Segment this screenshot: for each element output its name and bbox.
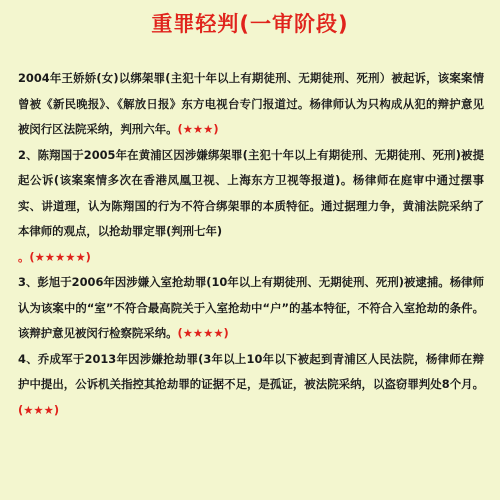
case-item-3: [18, 270, 484, 347]
rating-stars: (★★★): [18, 402, 60, 417]
case-item-1: [18, 66, 484, 143]
case-text: 2、陈翔国于2005年在黄浦区因涉嫌绑架罪(主犯十年以上有期徒刑、无期徒刑、死刑)被提起公诉(该案案情多次在香港凤凰卫视、上海东方卫视等报道)。杨律师在庭审中通过摆事实、讲道理，认为陈翔国的行为不符合绑架罪的本质特征。通过据理力争，黄浦法院采纳了本律师的观点，以抢劫罪定罪(判刑七年): [18, 147, 484, 238]
rating-stars: 。(★★★★★): [18, 249, 91, 264]
case-item-2: [18, 143, 484, 271]
case-item-4: [18, 347, 484, 424]
case-text: 4、乔成军于2013年因涉嫌抢劫罪(3年以上10年以下被起到青浦区人民法院，杨律师在辩护中提出，公诉机关指控其抢劫罪的证据不足，是孤证，被法院采纳，以盗窃罪判处8个月。: [18, 351, 484, 391]
page-title: 重罪轻判(一审阶段): [151, 12, 349, 36]
rating-stars: (★★★): [177, 122, 219, 136]
case-text: 3、彭旭于2006年因涉嫌入室抢劫罪(10年以上有期徒刑、无期徒刑、死刑)被逮捕。杨律师认为该案中的“室”不符合最高院关于入室抢劫中“户”的基本特征，不符合入室抢劫的条件。该辩护意见被闵行检察院采纳。: [18, 275, 484, 340]
case-text: 2004年王娇娇(女)以绑架罪(主犯十年以上有期徒刑、无期徒刑、死刑）被起诉，该案案情曾被《新民晚报》、《解放日报》东方电视台专门报道过。杨律师认为只构成从犯的辩护意见被闵行区法院采纳，判刑六年。: [18, 71, 484, 136]
case-list: [18, 66, 484, 423]
rating-stars: (★★★★): [177, 326, 229, 340]
